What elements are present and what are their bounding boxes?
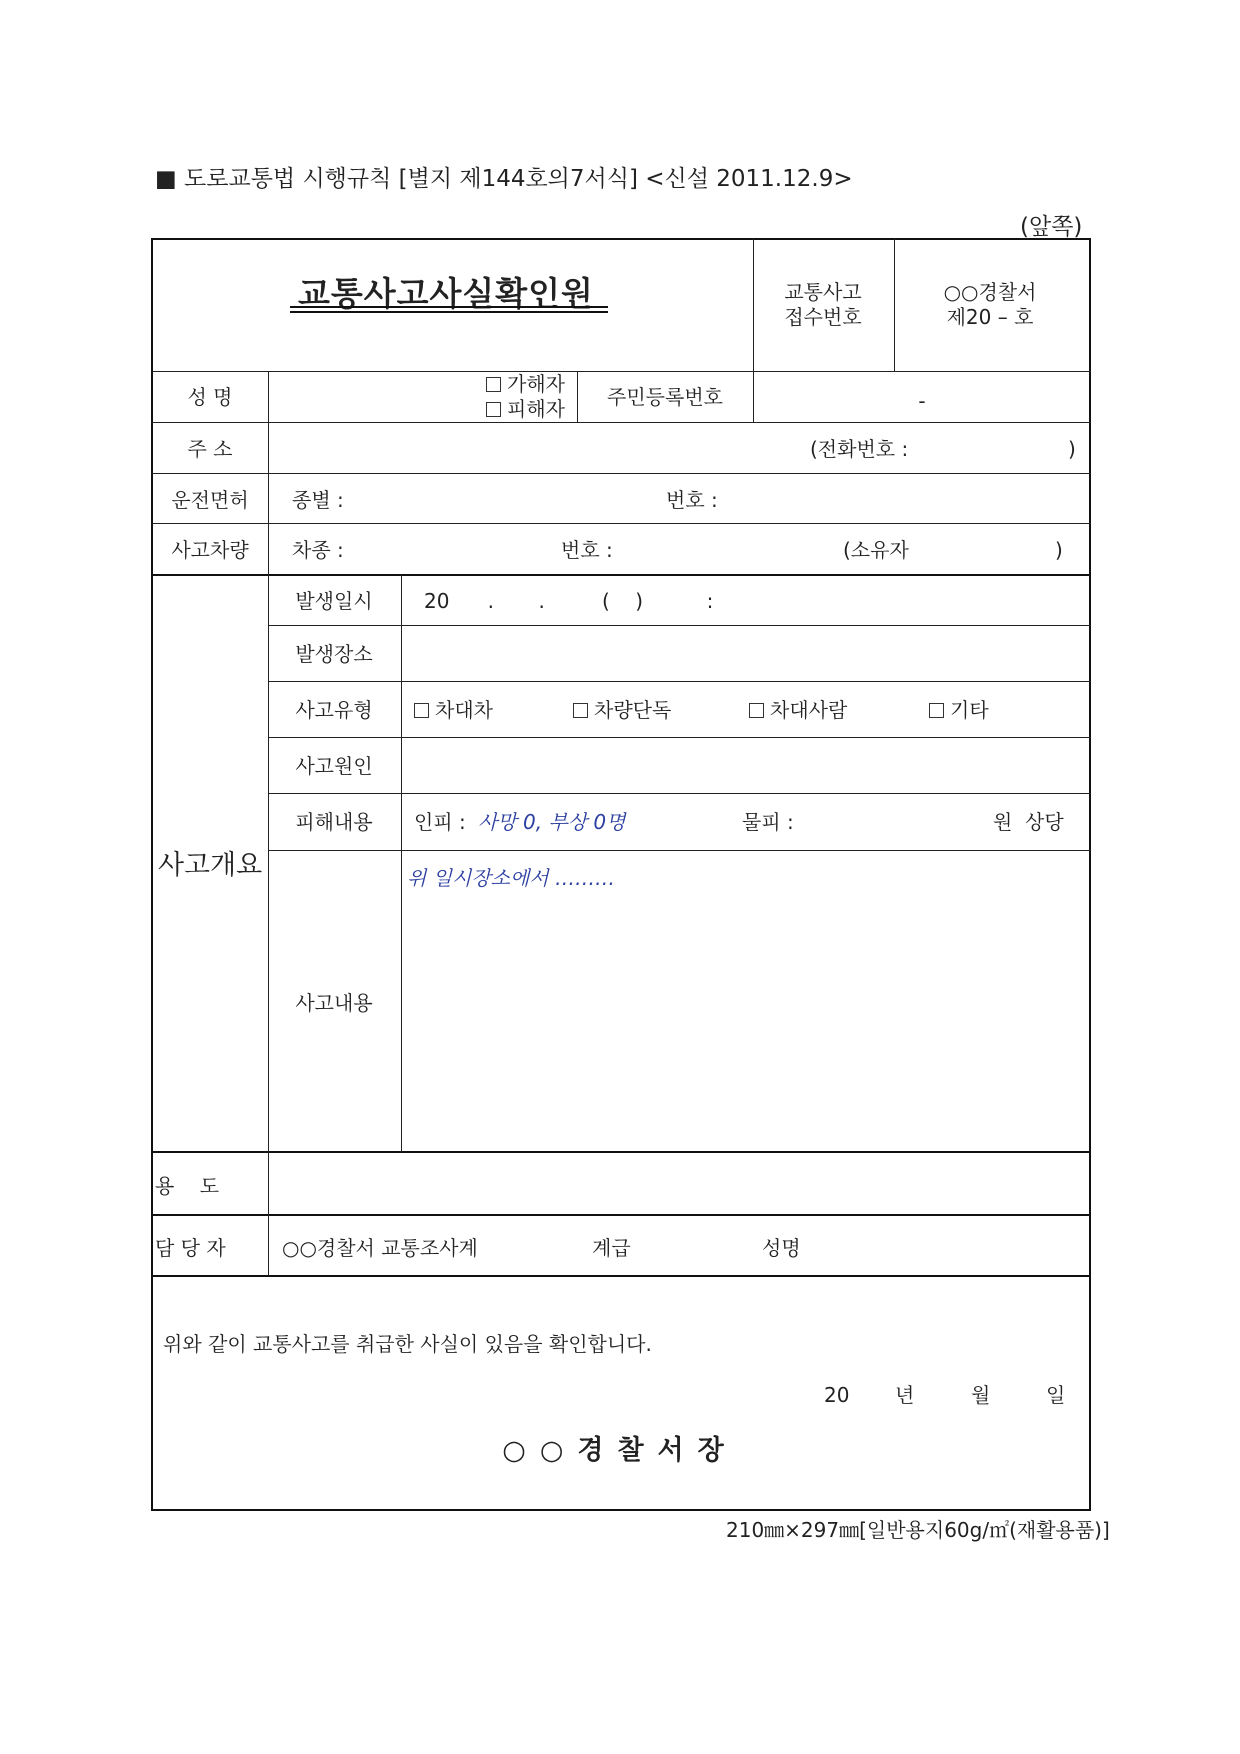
type-option[interactable]: [414, 700, 493, 720]
divider: [268, 681, 1091, 682]
divider: [151, 422, 1091, 423]
form-reference-text: 도로교통법 시행규칙 [별지 제144호의7서식] <신설 2011.12.9>: [184, 166, 853, 192]
datetime-label: 발생일시: [295, 589, 373, 613]
license-number: 번호 :: [666, 488, 718, 512]
damage-amount: 원 상당: [993, 810, 1064, 834]
license-type: 종별 :: [292, 488, 344, 512]
divider: [268, 850, 1091, 851]
phone-close: ): [1068, 437, 1076, 461]
officer-dept: ○○경찰서 교통조사계: [282, 1236, 478, 1260]
divider: [401, 574, 402, 1152]
rrn-label: 주민등록번호: [607, 385, 723, 409]
divider: [151, 523, 1091, 524]
divider: [151, 1151, 1091, 1153]
address-label: 주 소: [187, 437, 233, 461]
officer-label: 담 당 자: [155, 1236, 226, 1260]
license-label: 운전면허: [171, 488, 249, 512]
reception-station: ○○경찰서: [943, 280, 1037, 304]
name-label: 성 명: [187, 385, 233, 409]
role-label: 가해자: [507, 372, 565, 396]
date-year: 20: [824, 1383, 850, 1407]
type-option[interactable]: [573, 700, 671, 720]
date-day-unit: 일: [1046, 1383, 1066, 1407]
overview-label: 사고개요: [157, 850, 263, 881]
date-month-unit: 월: [971, 1383, 991, 1407]
datetime-value: 20 . . ( ) :: [424, 589, 714, 613]
type-option-label: 차량단독: [594, 698, 672, 722]
vehicle-label: 사고차량: [171, 538, 249, 562]
divider: [268, 371, 269, 1276]
bullet-icon: ■: [155, 166, 177, 192]
checkbox-icon[interactable]: [929, 703, 944, 718]
phone-label: (전화번호 :: [810, 437, 909, 461]
checkbox-icon[interactable]: [414, 703, 429, 718]
accident-content-value: 위 일시장소에서 ………: [407, 866, 615, 890]
date-year-unit: 년: [895, 1383, 915, 1407]
divider: [268, 625, 1091, 626]
reception-number: 제20 – 호: [946, 305, 1034, 329]
type-option-label: 기타: [950, 698, 989, 722]
vehicle-number: 번호 :: [561, 538, 613, 562]
type-option[interactable]: [929, 700, 989, 720]
divider: [151, 574, 1091, 576]
content-label: 사고내용: [295, 991, 373, 1015]
form-title: 교통사고사실확인원: [298, 274, 594, 313]
checkbox-icon[interactable]: [486, 377, 501, 392]
damage-person-value: 사망 0, 부상 0명: [478, 810, 626, 834]
damage-label: 피해내용: [295, 810, 373, 834]
checkbox-icon[interactable]: [749, 703, 764, 718]
reception-label: 접수번호: [784, 305, 862, 329]
usage-label: 용 도: [155, 1174, 220, 1198]
divider: [268, 793, 1091, 794]
divider: [753, 238, 754, 423]
vehicle-owner-close: ): [1055, 538, 1063, 562]
role-label: 피해자: [507, 397, 565, 421]
officer-rank: 계급: [592, 1236, 631, 1260]
divider: [268, 737, 1091, 738]
role-victim[interactable]: [486, 399, 565, 419]
page-side-label: (앞쪽): [1020, 214, 1083, 240]
damage-person-label: 인피 :: [414, 810, 466, 834]
type-option-label: 차대차: [435, 698, 493, 722]
role-perpetrator[interactable]: [486, 374, 565, 394]
cause-label: 사고원인: [295, 754, 373, 778]
paper-spec: 210㎜×297㎜[일반용지60g/㎡(재활용품)]: [726, 1518, 1110, 1542]
title-underline: [290, 306, 608, 308]
place-label: 발생장소: [295, 642, 373, 666]
divider: [577, 371, 578, 423]
form-reference: [155, 160, 853, 193]
divider: [894, 238, 895, 372]
checkbox-icon[interactable]: [573, 703, 588, 718]
issuing-station: ○○경찰서장: [502, 1435, 738, 1466]
checkbox-icon[interactable]: [486, 402, 501, 417]
type-option-label: 차대사람: [770, 698, 848, 722]
divider: [151, 1275, 1091, 1277]
title-underline: [290, 311, 608, 313]
officer-name: 성명: [762, 1236, 801, 1260]
vehicle-owner: (소유자: [843, 538, 909, 562]
divider: [151, 1214, 1091, 1216]
divider: [151, 473, 1091, 474]
type-label: 사고유형: [295, 698, 373, 722]
damage-property-label: 물피 :: [742, 810, 794, 834]
vehicle-kind: 차종 :: [292, 538, 344, 562]
type-option[interactable]: [749, 700, 847, 720]
confirm-statement: 위와 같이 교통사고를 취급한 사실이 있음을 확인합니다.: [163, 1332, 652, 1356]
divider: [151, 371, 1091, 372]
reception-label: 교통사고: [784, 280, 862, 304]
form-table: [151, 238, 1091, 1511]
rrn-value: -: [918, 389, 926, 413]
